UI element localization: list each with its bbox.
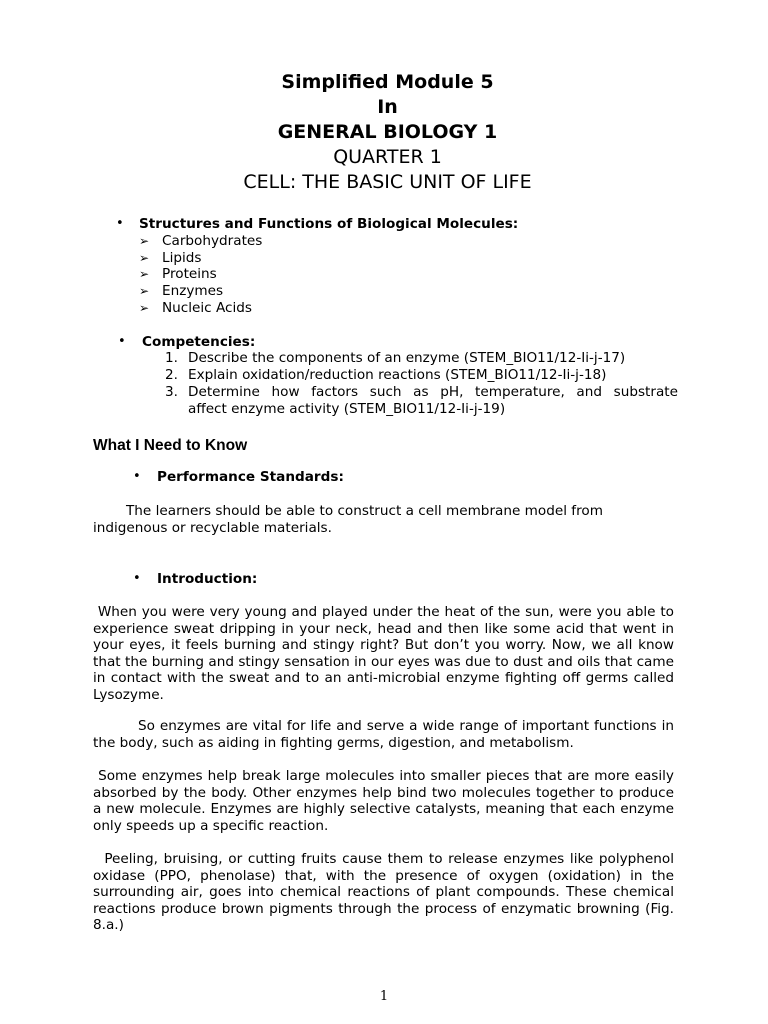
- bullet-icon: •: [118, 334, 126, 349]
- competency-number: 2.: [165, 367, 178, 383]
- bullet-icon: •: [133, 469, 141, 484]
- lesson-title: CELL: THE BASIC UNIT OF LIFE: [243, 171, 532, 193]
- competencies-title: Competencies:: [142, 334, 256, 350]
- list-item: Carbohydrates: [162, 233, 263, 249]
- module-title-in: In: [377, 96, 398, 118]
- section-heading: What I Need to Know: [93, 437, 248, 454]
- arrow-bullet-icon: ➢: [139, 301, 150, 315]
- list-item: Lipids: [162, 250, 202, 266]
- paragraph: When you were very young and played under the heat of the sun, were you able to experience sweat dripping in your neck, head and then like some acid that went in your eyes, it feels burning and stingy right? But don’t you worry. Now, we all know that the burning and stingy sensation in our eyes was due to dust and oils that came in contact with the sweat and to an anti-microbial enzyme fighting off germs called Lysozyme.: [93, 604, 679, 703]
- competency-item: Explain oxidation/reduction reactions (STEM_BIO11/12-Ii-j-18): [188, 367, 607, 383]
- quarter-label: QUARTER 1: [333, 146, 442, 168]
- competency-number: 3.: [165, 384, 178, 400]
- module-title-block: [0, 70, 768, 195]
- performance-standards-title: Performance Standards:: [157, 469, 344, 485]
- introduction-title: Introduction:: [157, 571, 258, 587]
- list-item: Nucleic Acids: [162, 300, 252, 316]
- bullet-icon: •: [133, 571, 141, 586]
- competency-item: Determine how factors such as pH, temperature, and substrate: [188, 384, 678, 400]
- arrow-bullet-icon: ➢: [139, 234, 150, 248]
- arrow-bullet-icon: ➢: [139, 284, 150, 298]
- paragraph: So enzymes are vital for life and serve a wide range of important functions in the body, such as aiding in fighting germs, digestion, and metabolism.: [93, 718, 674, 751]
- competency-item: Describe the components of an enzyme (STEM_BIO11/12-Ii-j-17): [188, 350, 626, 366]
- bullet-icon: •: [116, 216, 124, 231]
- paragraph: Peeling, bruising, or cutting fruits cause them to release enzymes like polyphenol oxidase (PPO, phenolase) that, with the presence of oxygen (oxidation) in the surrounding air, goes into chemical reactions of plant compounds. These chemical reactions produce brown pigments through the process of enzymatic browning (Fig. 8.a.): [93, 851, 679, 934]
- arrow-bullet-icon: ➢: [139, 251, 150, 265]
- list-item: Proteins: [162, 266, 217, 282]
- performance-standards-text: The learners should be able to construct a cell membrane model from indigenous or recyclable materials.: [93, 503, 603, 536]
- competency-item-cont: affect enzyme activity (STEM_BIO11/12-Ii-j-19): [188, 401, 506, 417]
- arrow-bullet-icon: ➢: [139, 267, 150, 281]
- module-title: Simplified Module 5: [281, 71, 494, 93]
- list-item: Enzymes: [162, 283, 224, 299]
- competency-number: 1.: [165, 350, 178, 366]
- subject-title: GENERAL BIOLOGY 1: [277, 121, 498, 143]
- page-number: 1: [379, 989, 389, 1004]
- paragraph: Some enzymes help break large molecules into smaller pieces that are more easily absorbed by the body. Other enzymes help bind two molecules together to produce a new molecule. Enzymes are highly selective catalysts, meaning that each enzyme only speeds up a specific reaction.: [93, 768, 679, 834]
- structures-title: Structures and Functions of Biological Molecules:: [139, 216, 519, 232]
